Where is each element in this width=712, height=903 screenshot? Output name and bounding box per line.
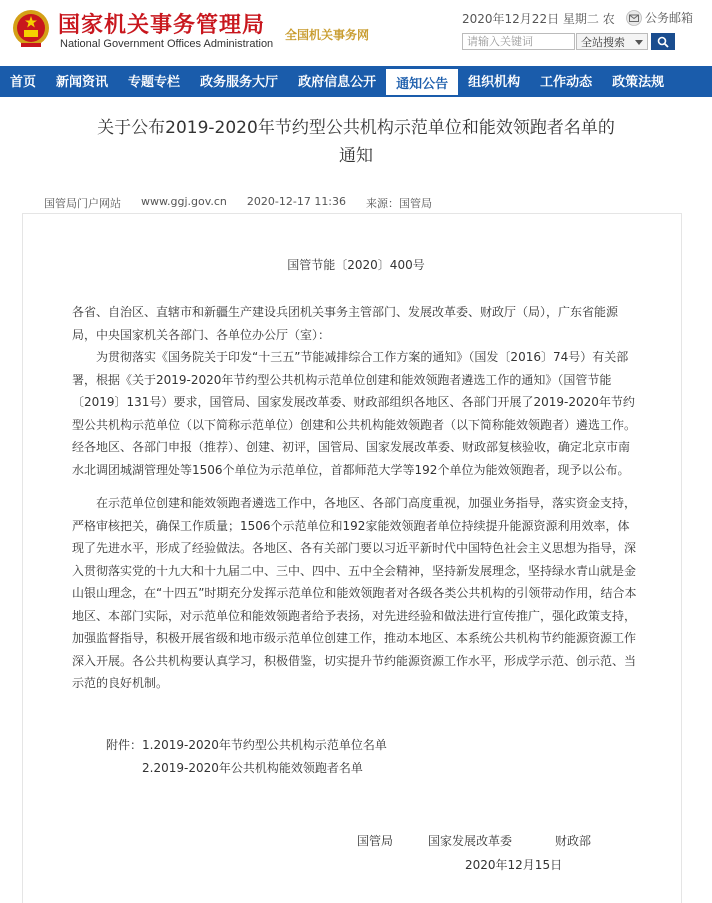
main-nav	[0, 66, 712, 95]
nav-item-policies[interactable]: 政策法规	[612, 75, 665, 90]
nav-item-special-topics[interactable]: 专题专栏	[128, 75, 181, 90]
current-date: 2020年12月22日 星期二 农	[462, 12, 615, 26]
article-title-line1: 关于公布2019-2020年节约型公共机构示范单位和能效领跑者名单的	[97, 118, 615, 138]
mail-icon	[626, 10, 642, 26]
search-scope-select[interactable]	[576, 33, 648, 50]
mail-label: 公务邮箱	[645, 11, 694, 25]
nav-divider	[0, 95, 712, 97]
national-emblem-icon[interactable]	[12, 8, 50, 50]
signer-mof: 财政部	[555, 834, 592, 848]
paragraph-1: 为贯彻落实《国务院关于印发“十三五”节能减排综合工作方案的通知》（国发〔2016〕74号）有关部署，根据《关于2019-2020年节约型公共机构示范单位创建和能效领跑者遴选工作的通知》（国管节能〔2019〕131号）要求，国管局、国家发展改革委、财政部组织各地区、各部门开展了2019-2020年节约型公共机构示范单位（以下简称示范单位）创建和公共机构能效领跑者（以下简称能效领跑者）遴选工作。经各地区、各部门申报（推荐）、创建、初评，国管局、国家发展改革委、财政部复核验收，确定北京市南水北调团城湖管理处等1506个单位为示范单位，首都师范大学等192个单位为能效领跑者，现予以公布。	[72, 350, 637, 477]
chevron-down-icon	[634, 37, 644, 47]
mail-link[interactable]	[626, 9, 693, 26]
nav-item-organization[interactable]: 组织机构	[468, 75, 521, 90]
signer-ndrc: 国家发展改革委	[428, 834, 513, 848]
meta-datetime: 2020-12-17 11:36	[246, 195, 347, 208]
meta-source-site: 国管局门户网站	[44, 197, 121, 210]
site-header	[0, 0, 712, 62]
site-title[interactable]: 国家机关事务管理局	[58, 13, 266, 38]
nav-item-home[interactable]: 首页	[10, 75, 37, 90]
search-icon	[657, 36, 669, 48]
nav-item-work-updates[interactable]: 工作动态	[540, 75, 593, 90]
sign-date: 2020年12月15日	[465, 858, 563, 872]
meta-url: www.ggj.gov.cn	[141, 195, 227, 208]
meta-source: 来源：国管局	[366, 197, 433, 210]
search-scope-label: 全站搜索	[581, 35, 625, 49]
search-button[interactable]	[651, 33, 675, 50]
article-title-line2: 通知	[339, 146, 373, 166]
site-title-english: National Government Offices Administration	[60, 38, 274, 50]
nav-item-info-disclosure[interactable]: 政府信息公开	[298, 75, 377, 90]
salutation: 各省、自治区、直辖市和新疆生产建设兵团机关事务主管部门、发展改革委、财政厅（局），广东省能源局，中央国家机关各部门、各单位办公厅（室）：	[72, 305, 619, 342]
attachment-2: 2.2019-2020年公共机构能效领跑者名单	[142, 761, 363, 775]
document-number: 国管节能〔2020〕400号	[287, 258, 425, 272]
nav-item-news[interactable]: 新闻资讯	[56, 75, 109, 90]
paragraph-2: 在示范单位创建和能效领跑者遴选工作中，各地区、各部门高度重视，加强业务指导，落实资金支持，严格审核把关，确保工作质量；1506个示范单位和192家能效领跑者单位持续提升能源资源利用效率，体现了先进水平，形成了经验做法。各地区、各有关部门要以习近平新时代中国特色社会主义思想为指导，深入贯彻落实党的十九大和十九届二中、三中、四中、五中全会精神，坚持新发展理念，坚持绿水青山就是金山银山理念，在“十四五”时期充分发挥示范单位和能效领跑者对各级各类公共机构的引领带动作用，结合本地区、本部门实际，对示范单位和能效领跑者给予表扬，对先进经验和做法进行宣传推广，强化政策支持，加强监督指导，积极开展省级和地市级示范单位创建工作，推动本地区、本系统公共机构节约能源资源工作深入开展。各公共机构要认真学习，积极借鉴，切实提升节约能源资源工作水平，形成学示范、创示范、当示范的良好机制。	[72, 496, 637, 690]
article-title	[40, 114, 672, 170]
attachment-1: 附件：1.2019-2020年节约型公共机构示范单位名单	[106, 738, 387, 752]
nav-item-service-hall[interactable]: 政务服务大厅	[200, 75, 279, 90]
signer-ggj: 国管局	[357, 834, 394, 848]
search-input[interactable]	[462, 33, 575, 50]
nav-item-notices[interactable]: 通知公告	[386, 66, 458, 95]
article-meta	[44, 195, 432, 211]
site-slogan[interactable]: 全国机关事务网	[285, 28, 370, 42]
